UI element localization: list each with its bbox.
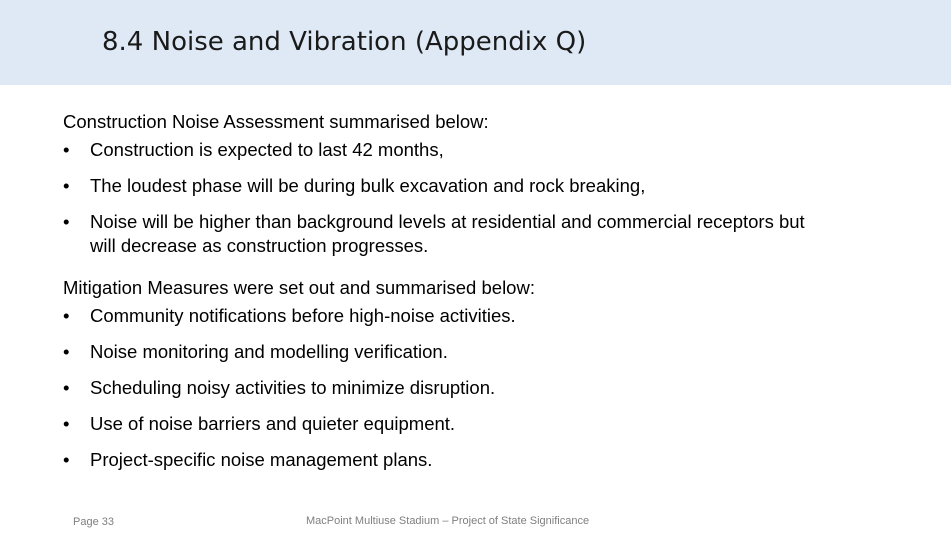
bullet-list <box>63 138 823 258</box>
slide-title: 8.4 Noise and Vibration (Appendix Q) <box>102 27 587 57</box>
bullet-text: Noise monitoring and modelling verification. <box>90 341 448 362</box>
bullet-text: The loudest phase will be during bulk excavation and rock breaking, <box>90 175 646 196</box>
bullet-text: Construction is expected to last 42 months, <box>90 139 444 160</box>
bullet-item <box>63 340 823 364</box>
bullet-text: Use of noise barriers and quieter equipment. <box>90 413 456 434</box>
bullet-item <box>63 448 823 472</box>
bullet-text: Community notifications before high-noise activities. <box>90 305 516 326</box>
bullet-icon: • <box>63 211 70 232</box>
bullet-text: Project-specific noise management plans. <box>90 449 433 470</box>
bullet-icon: • <box>63 305 70 326</box>
section-heading: Construction Noise Assessment summarised below: <box>63 111 489 132</box>
bullet-icon: • <box>63 377 70 398</box>
bullet-icon: • <box>63 139 70 160</box>
bullet-text: Noise will be higher than background levels at residential and commercial receptors but will decrease as construction progresses. <box>90 211 805 256</box>
construction-noise-section <box>63 110 823 258</box>
footer-text: MacPoint Multiuse Stadium – Project of State Significance <box>306 515 590 527</box>
bullet-item <box>63 376 823 400</box>
mitigation-section <box>63 276 823 472</box>
bullet-text: Scheduling noisy activities to minimize disruption. <box>90 377 496 398</box>
bullet-icon: • <box>63 175 70 196</box>
bullet-item <box>63 138 823 162</box>
bullet-icon: • <box>63 413 70 434</box>
bullet-icon: • <box>63 449 70 470</box>
bullet-list <box>63 304 823 472</box>
section-spacer <box>63 258 823 276</box>
section-heading: Mitigation Measures were set out and summarised below: <box>63 277 535 298</box>
page-number: Page 33 <box>73 516 114 528</box>
bullet-item <box>63 210 823 258</box>
bullet-item <box>63 174 823 198</box>
bullet-item <box>63 304 823 328</box>
bullet-item <box>63 412 823 436</box>
bullet-icon: • <box>63 341 70 362</box>
slide-content <box>63 110 823 472</box>
